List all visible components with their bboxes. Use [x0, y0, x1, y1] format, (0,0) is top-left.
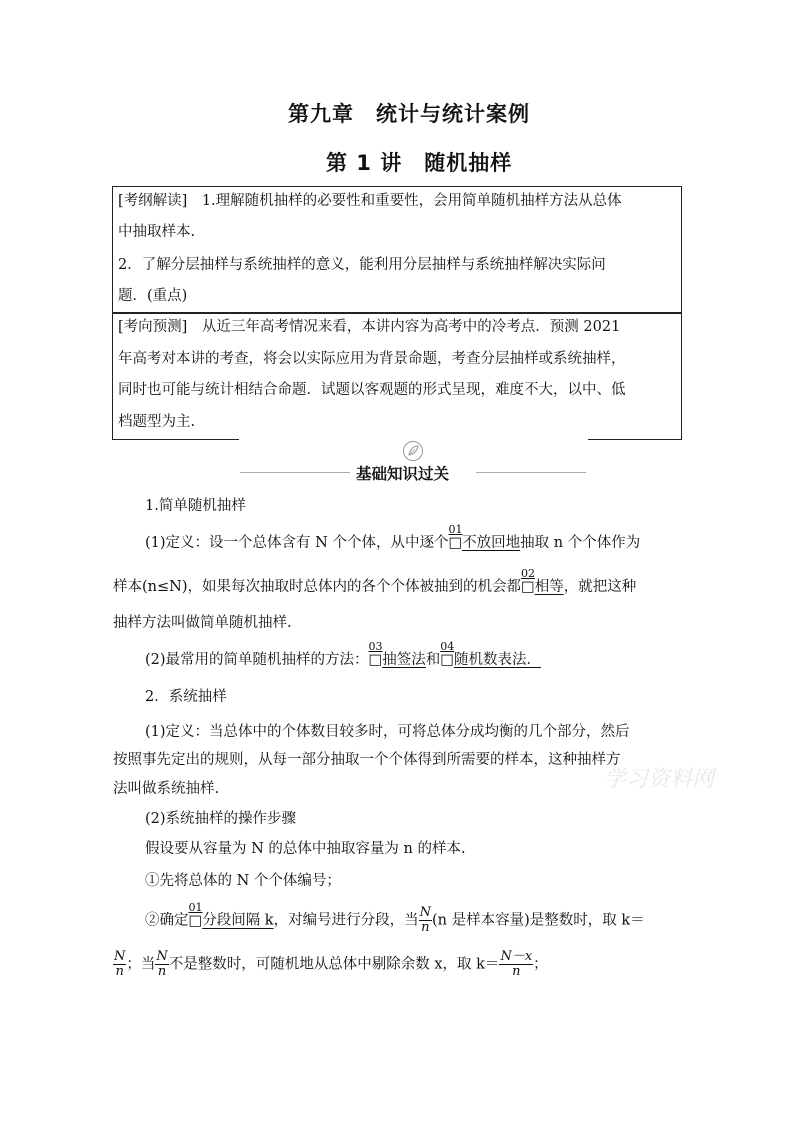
- s1-def-d: ，就把这种: [563, 579, 637, 595]
- s2-steps-heading: (2)系统抽样的操作步骤: [145, 811, 297, 827]
- section-rule-left: [240, 472, 350, 473]
- s2-step2-c: (n 是样本容量)是整数时，取 k＝: [431, 912, 645, 929]
- watermark: 学习资料网: [604, 767, 715, 792]
- s1-definition-line-2: [113, 567, 637, 596]
- s2-step-2-line-1: [145, 900, 645, 935]
- s2-assumption: 假设要从容量为 N 的总体中抽取容量为 n 的样本.: [145, 841, 466, 857]
- fraction-n-minus-x: $\frac{N-x}{n}$: [500, 949, 533, 979]
- answer-term-2: 相等: [534, 579, 564, 595]
- s2-step-1: ①先将总体的 N 个个体编号；: [145, 873, 341, 889]
- answer-mark-2: 02 □: [521, 567, 535, 595]
- answer-mark-1: 01 □: [448, 523, 463, 551]
- s1-def-a: (1)定义：设一个总体含有 N 个个体，从中逐个: [145, 535, 449, 551]
- forecast-line-3: 同时也可能与统计相结合命题．试题以客观题的形式呈现，难度不大，以中、低: [118, 382, 626, 398]
- section-header: 基础知识过关: [356, 465, 450, 483]
- outline-line-4: 题．(重点): [118, 288, 188, 304]
- outline-line-1: [考纲解读] 1.理解随机抽样的必要性和重要性，会用简单随机抽样方法从总体: [118, 193, 622, 209]
- s1-def-c: 样本(n≤N)，如果每次抽取时总体内的各个个体被抽到的机会都: [113, 579, 521, 595]
- s2-step2-a: ②确定: [145, 912, 189, 929]
- answer-mark-4: 04 □: [440, 640, 455, 668]
- answer-mark-5: 01 □: [188, 900, 203, 929]
- s1-definition-line-1: [145, 523, 641, 552]
- s1-methods-a: (2)最常用的简单随机抽样的方法：: [145, 652, 369, 668]
- s2-title: 2．系统抽样: [145, 689, 227, 705]
- s2-definition-line-3: 法叫做系统抽样.: [113, 781, 220, 797]
- forecast-line-1: [考向预测] 从近三年高考情况来看，本讲内容为高考中的冷考点．预测 2021: [118, 319, 621, 335]
- section-rule-right: [476, 472, 586, 473]
- fraction-k-value: $\frac{N}{n}$: [114, 949, 126, 979]
- fraction-n-over-n-2: $\frac{N}{n}$: [156, 949, 168, 979]
- s2-step2-b: ，对编号进行分段，当: [273, 912, 419, 929]
- outline-line-2: 中抽取样本.: [118, 224, 196, 240]
- s2-step2-d: ；当: [126, 956, 156, 973]
- fraction-n-over-n: $\frac{N}{n}$: [419, 905, 431, 935]
- s1-methods-line: [145, 640, 541, 669]
- chapter-title: 第九章 统计与统计案例: [288, 102, 530, 126]
- s2-step2-e: 不是整数时，可随机地从总体中剔除余数 x，取 k＝: [168, 956, 500, 973]
- s1-definition-line-3: 抽样方法叫做简单随机抽样.: [113, 615, 292, 631]
- answer-term-3: 抽签法: [382, 652, 426, 668]
- leaf-icon: [402, 440, 424, 462]
- answer-term-1: 不放回地: [462, 535, 521, 551]
- s1-def-b: 抽取 n 个个体作为: [520, 535, 641, 551]
- forecast-line-4: 档题型为主.: [118, 414, 196, 430]
- s1-methods-b: 和: [425, 652, 441, 668]
- lesson-title: 第 1 讲 随机抽样: [326, 151, 513, 175]
- answer-term-5: 分段间隔 k: [202, 912, 274, 929]
- s2-definition-line-2: 按照事先定出的规则，从每一部分抽取一个个体得到所需要的样本，这种抽样方: [113, 752, 621, 768]
- s2-definition-line-1: (1)定义：当总体中的个体数目较多时，可将总体分成均衡的几个部分，然后: [145, 724, 630, 740]
- s2-step2-f: ；: [533, 956, 548, 973]
- answer-term-4: 随机数表法．: [453, 652, 541, 668]
- s2-step-2-line-2: [113, 950, 548, 979]
- forecast-line-2: 年高考对本讲的考查，将会以实际应用为背景命题，考查分层抽样或系统抽样，: [118, 351, 626, 367]
- forecast-box-bottom-left: [112, 439, 239, 440]
- forecast-box-bottom-right: [588, 439, 681, 440]
- outline-line-3: 2．了解分层抽样与系统抽样的意义，能利用分层抽样与系统抽样解决实际问: [118, 257, 606, 273]
- s1-title: 1.简单随机抽样: [145, 498, 246, 514]
- answer-mark-3: 03 □: [368, 640, 383, 668]
